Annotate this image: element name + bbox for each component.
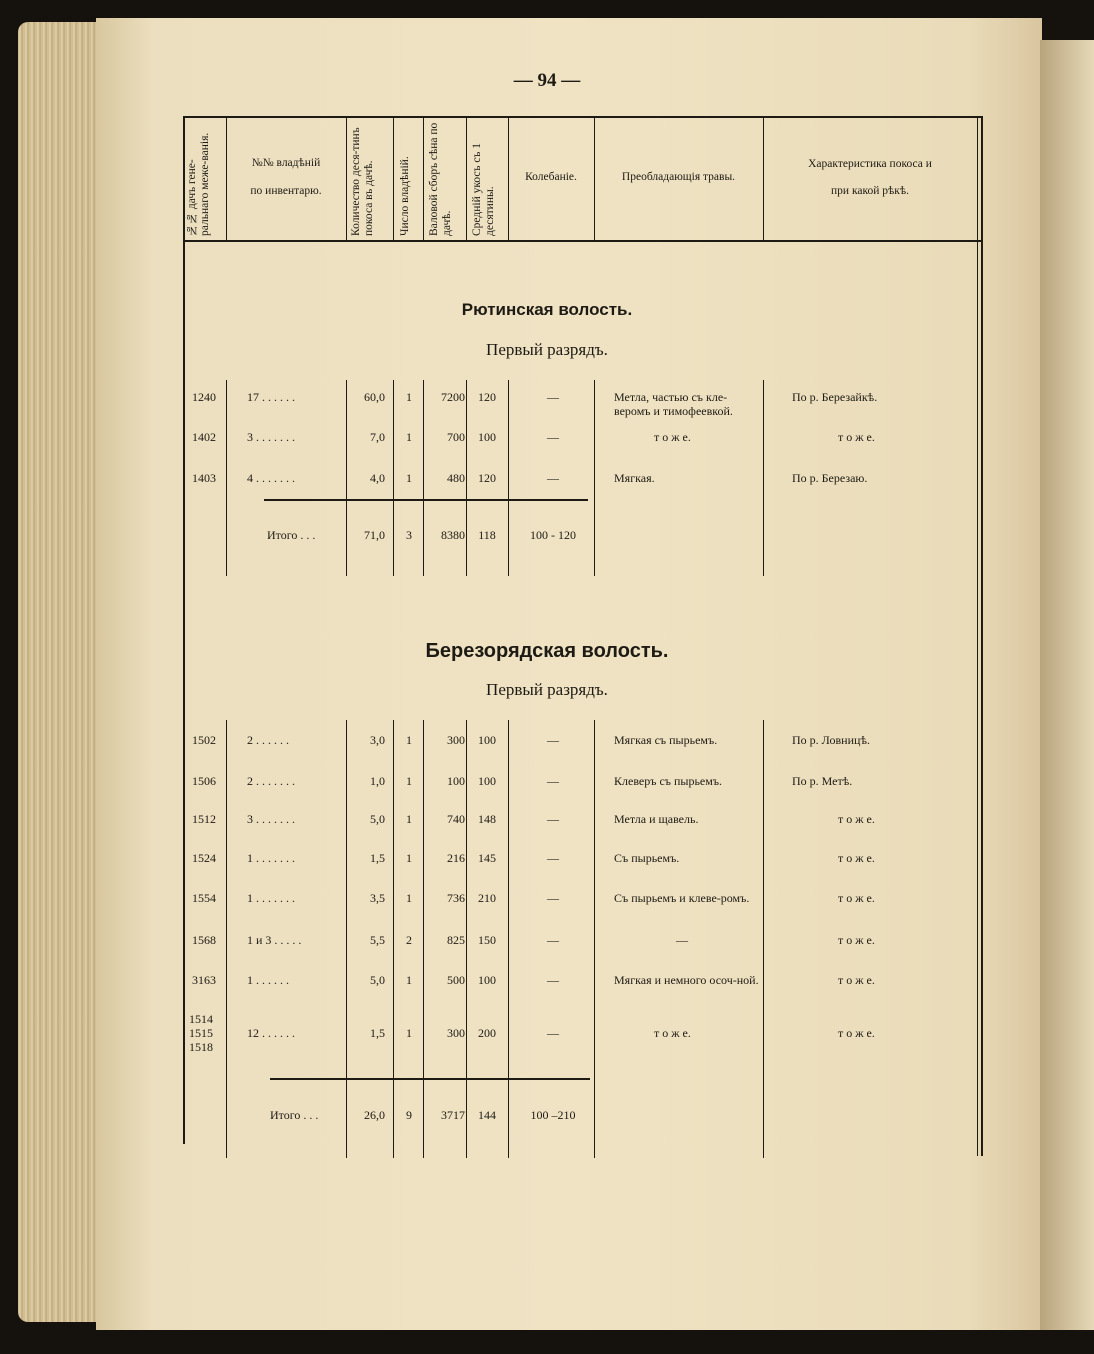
cell-travy: т о ж е. [654,1026,691,1040]
cell-valovoy: 700 [447,430,465,444]
table-row [0,774,1094,794]
header-kolichestvo: Количество деся-тинъ покоса въ дачѣ. [350,127,375,236]
cell-kolichestvo: 4,0 [370,471,385,485]
cell-sredniy: 210 [478,891,496,905]
table-row [0,891,1094,911]
cell-chislo: 1 [406,812,412,826]
header-kolebanie: Колебаніе. [525,171,577,183]
cell-kolichestvo: 1,5 [370,1026,385,1040]
cell-travy: Мягкая. [614,471,655,485]
cell-characteristic: По р. Березаю. [792,471,868,485]
table-row [0,973,1094,993]
cell-vladeniy: 3 . . . . . . . [247,430,295,444]
cell-sredniy: 100 [478,973,496,987]
cell-sredniy: 200 [478,1026,496,1040]
hdr-sep-8 [763,116,764,240]
cell-kolichestvo: 7,0 [370,430,385,444]
table-header-rule [183,240,983,242]
cell-kolichestvo: 1,0 [370,774,385,788]
header-travy: Преобладающія травы. [621,171,736,183]
cell-valovoy: 100 [447,774,465,788]
cell-valovoy: 480 [447,471,465,485]
total-label: Итого . . . [267,528,316,542]
cell-characteristic: т о ж е. [838,973,875,987]
table-row [0,430,1094,450]
cell-chislo: 1 [406,891,412,905]
cell-valovoy: 300 [447,733,465,747]
cell-travy: Мягкая и немного осоч-ной. [614,973,759,987]
cell-vladeniy: 4 . . . . . . . [247,471,295,485]
cell-kolebanie: — [547,471,559,485]
hdr-sep-4 [423,116,424,240]
total-chislo: 9 [406,1108,412,1122]
cell-kolebanie: — [547,933,559,947]
cell-dacha: 1514 1515 1518 [189,1012,213,1054]
cell-kolebanie: — [547,774,559,788]
table-row [0,390,1094,418]
page-number: — 94 — [513,70,581,91]
cell-kolebanie: — [547,430,559,444]
total-kolichestvo: 71,0 [364,528,385,542]
cell-chislo: 2 [406,933,412,947]
cell-sredniy: 100 [478,774,496,788]
cell-travy: т о ж е. [654,430,691,444]
section-title: Рютинская волость. [461,300,633,319]
cell-vladeniy: 12 . . . . . . [247,1026,295,1040]
total-kolichestvo: 26,0 [364,1108,385,1122]
cell-vladeniy: 1 . . . . . . [247,973,289,987]
total-chislo: 3 [406,528,412,542]
total-kolebanie: 100 - 120 [530,528,576,542]
header-sredniy: Средній укосъ съ 1 десятины. [471,143,496,236]
total-row [0,528,1094,548]
cell-travy: Съ пырьемъ и клеве-ромъ. [614,891,750,905]
cell-vladeniy: 2 . . . . . . . [247,774,295,788]
cell-travy: — [676,933,688,947]
cell-characteristic: т о ж е. [838,851,875,865]
cell-chislo: 1 [406,733,412,747]
cell-kolichestvo: 5,0 [370,973,385,987]
hdr-sep-3 [393,116,394,240]
cell-characteristic: т о ж е. [838,933,875,947]
cell-travy: Метла и щавель. [614,812,699,826]
cell-valovoy: 736 [447,891,465,905]
table-right-border [981,116,983,1156]
cell-travy: Мягкая съ пырьемъ. [614,733,718,747]
cell-travy: Клеверъ съ пырьемъ. [614,774,723,788]
cell-chislo: 1 [406,973,412,987]
cell-valovoy: 216 [447,851,465,865]
total-label: Итого . . . [270,1108,319,1122]
section-subtitle: Первый разрядъ. [486,680,608,699]
cell-kolichestvo: 1,5 [370,851,385,865]
section-subtitle: Первый разрядъ. [486,340,608,359]
table-row [0,471,1094,491]
table-top-rule [183,116,983,118]
total-sredniy: 118 [478,528,496,542]
cell-characteristic: т о ж е. [838,812,875,826]
cell-sredniy: 148 [478,812,496,826]
cell-chislo: 1 [406,430,412,444]
table-row [0,851,1094,871]
cell-kolichestvo: 5,5 [370,933,385,947]
subtotal-rule [270,1078,590,1080]
table-right-border-inner [977,116,978,1156]
total-valovoy: 3717 [441,1108,465,1122]
cell-kolebanie: — [547,973,559,987]
header-valovoy: Валовой сборъ сѣна по дачѣ. [428,122,453,236]
cell-vladeniy: 17 . . . . . . [247,390,295,404]
cell-chislo: 1 [406,774,412,788]
cell-kolebanie: — [547,1026,559,1040]
header-chislo: Число владѣній. [399,156,411,236]
header-vladeniy-line2: по инвентарю. [250,185,322,197]
cell-sredniy: 145 [478,851,496,865]
cell-travy: Метла, частью съ кле-веромъ и тимофеевкой. [614,390,733,418]
cell-vladeniy: 1 . . . . . . . [247,891,295,905]
section-title: Березорядская волость. [425,640,669,662]
cell-kolebanie: — [547,851,559,865]
cell-vladeniy: 3 . . . . . . . [247,812,295,826]
cell-kolebanie: — [547,812,559,826]
cell-vladeniy: 1 . . . . . . . [247,851,295,865]
book-page [96,18,1042,1330]
cell-sredniy: 150 [478,933,496,947]
cell-vladeniy: 2 . . . . . . [247,733,289,747]
cell-sredniy: 120 [478,471,496,485]
cell-dacha: 1402 [192,430,216,444]
cell-kolebanie: — [547,733,559,747]
cell-dacha: 1403 [192,471,216,485]
cell-characteristic: т о ж е. [838,1026,875,1040]
cell-chislo: 1 [406,471,412,485]
cell-chislo: 1 [406,851,412,865]
cell-dacha: 1512 [192,812,216,826]
cell-chislo: 1 [406,390,412,404]
cell-dacha: 1502 [192,733,216,747]
cell-valovoy: 7200 [441,390,465,404]
hdr-sep-2 [346,116,347,240]
cell-characteristic: По р. Метѣ. [792,774,853,788]
header-char-line2: при какой рѣкѣ. [831,185,909,197]
cell-sredniy: 100 [478,733,496,747]
table-row [0,812,1094,832]
table-row [0,1012,1094,1054]
cell-dacha: 1524 [192,851,216,865]
cell-characteristic: По р. Ловницѣ. [792,733,870,747]
hdr-sep-5 [466,116,467,240]
total-valovoy: 8380 [441,528,465,542]
header-char-line1: Характеристика покоса и [808,158,932,170]
subtotal-rule [264,499,588,501]
cell-dacha: 3163 [192,973,216,987]
cell-valovoy: 500 [447,973,465,987]
cell-characteristic: т о ж е. [838,430,875,444]
cell-valovoy: 300 [447,1026,465,1040]
cell-dacha: 1506 [192,774,216,788]
cell-chislo: 1 [406,1026,412,1040]
cell-kolebanie: — [547,390,559,404]
cell-kolichestvo: 3,5 [370,891,385,905]
cell-kolichestvo: 60,0 [364,390,385,404]
cell-travy: Съ пырьемъ. [614,851,680,865]
cell-characteristic: По р. Березайкѣ. [792,390,878,404]
cell-kolichestvo: 5,0 [370,812,385,826]
cell-kolebanie: — [547,891,559,905]
total-kolebanie: 100 –210 [530,1108,576,1122]
table-row [0,733,1094,753]
cell-dacha: 1554 [192,891,216,905]
table-row [0,933,1094,953]
header-dacha: №№ дачъ гене-ральнаго меже-ванія. [186,132,211,236]
cell-valovoy: 740 [447,812,465,826]
cell-vladeniy: 1 и 3 . . . . . [247,933,302,947]
cell-dacha: 1240 [192,390,216,404]
cell-valovoy: 825 [447,933,465,947]
cell-kolichestvo: 3,0 [370,733,385,747]
header-vladeniy-line1: №№ владѣній [251,157,321,169]
total-row [0,1108,1094,1128]
cell-sredniy: 120 [478,390,496,404]
cell-sredniy: 100 [478,430,496,444]
total-sredniy: 144 [478,1108,496,1122]
cell-dacha: 1568 [192,933,216,947]
cell-characteristic: т о ж е. [838,891,875,905]
hdr-sep-1 [226,116,227,240]
